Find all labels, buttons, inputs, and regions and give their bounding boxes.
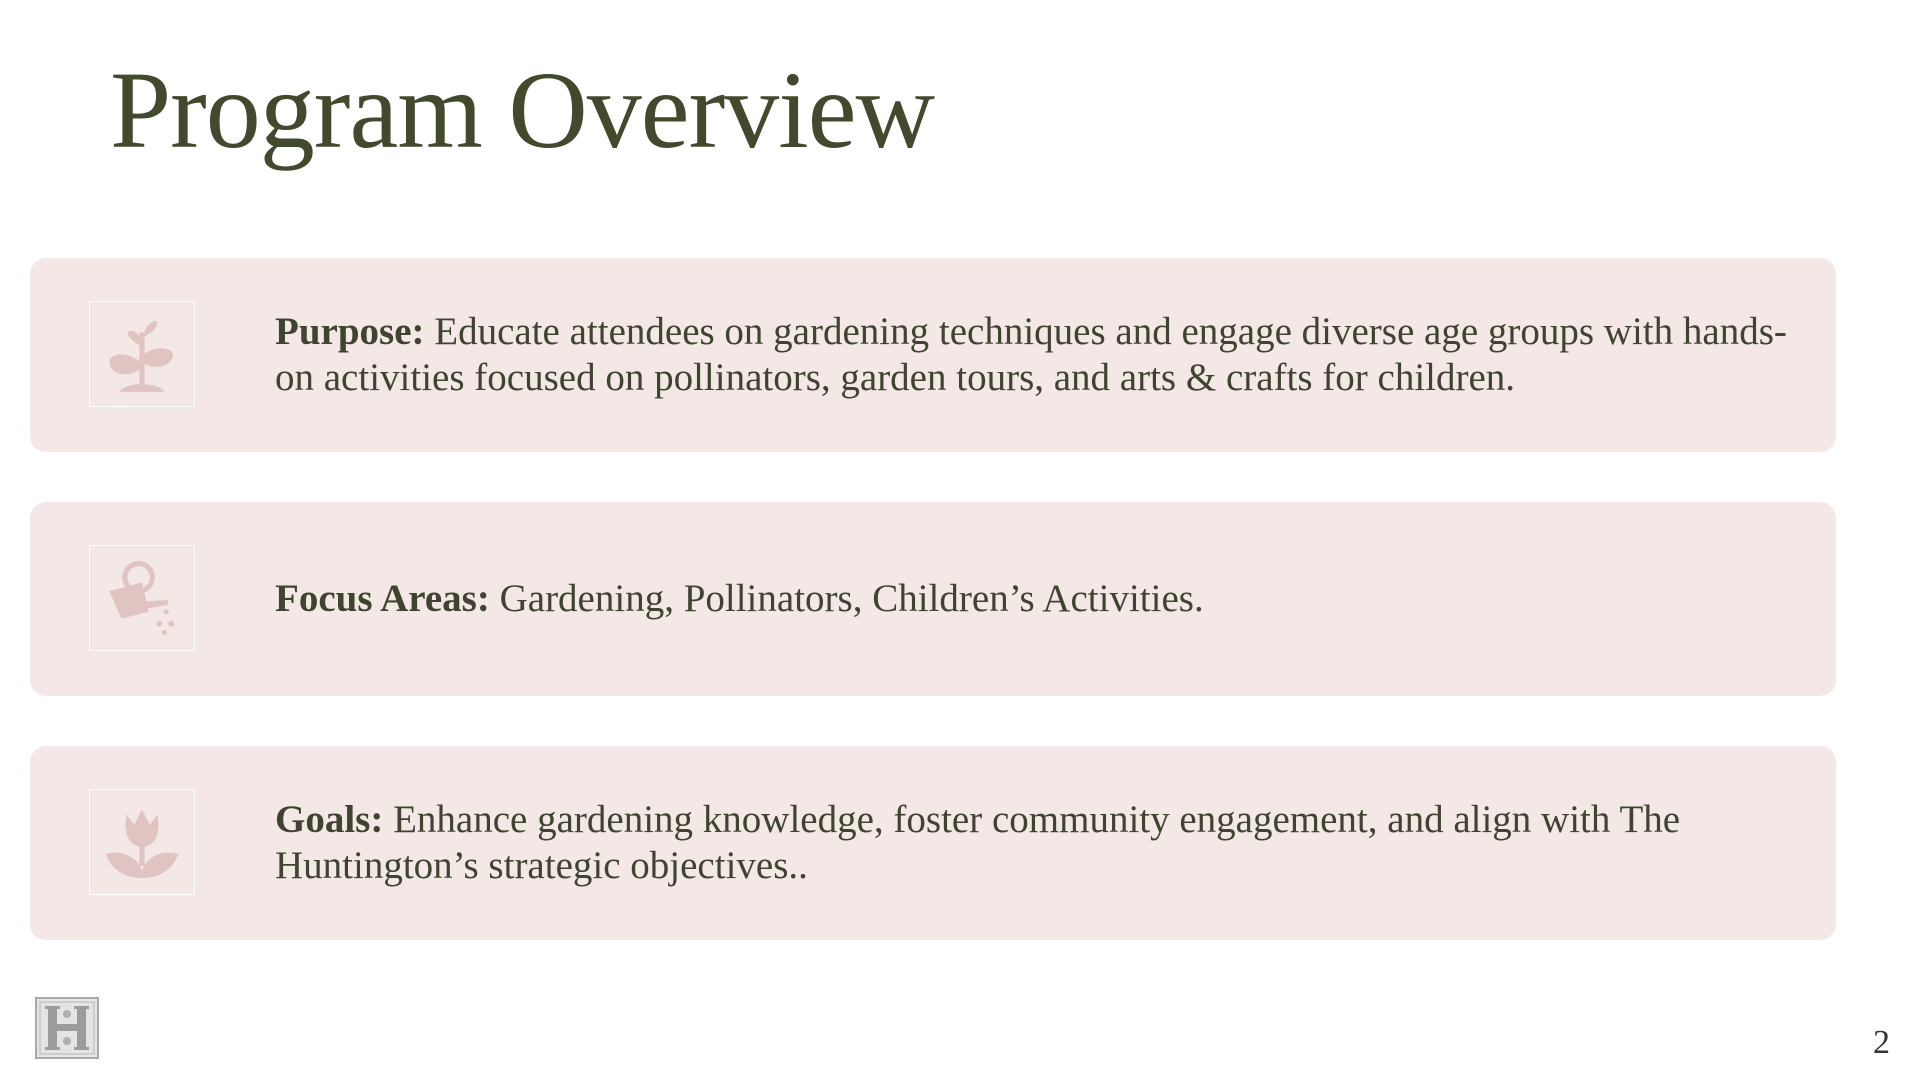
page-number: 2: [1873, 1024, 1890, 1061]
focus-areas-text: [275, 576, 1808, 622]
purpose-text: [275, 309, 1808, 401]
goals-text: [275, 797, 1808, 889]
purpose-card: [30, 258, 1836, 452]
seedling-icon: [89, 301, 195, 407]
goals-label: Goals:: [275, 798, 384, 841]
goals-body: Enhance gardening knowledge, foster community engagement, and align with The Huntington’s strategic objectives..: [275, 798, 1681, 887]
huntington-logo-icon: [35, 997, 99, 1059]
focus-areas-body: Gardening, Pollinators, Children’s Activities.: [489, 577, 1204, 620]
focus-areas-card: [30, 502, 1836, 696]
focus-areas-label: Focus Areas:: [275, 577, 490, 620]
watering-can-icon: [89, 545, 195, 651]
tulip-icon: [89, 789, 195, 895]
goals-card: [30, 746, 1836, 940]
purpose-label: Purpose:: [275, 310, 425, 353]
purpose-body: Educate attendees on gardening techniques and engage diverse age groups with hands-on activities focused on pollinators, garden tours, and arts & crafts for children.: [275, 310, 1787, 399]
slide-title: Program Overview: [110, 49, 935, 171]
